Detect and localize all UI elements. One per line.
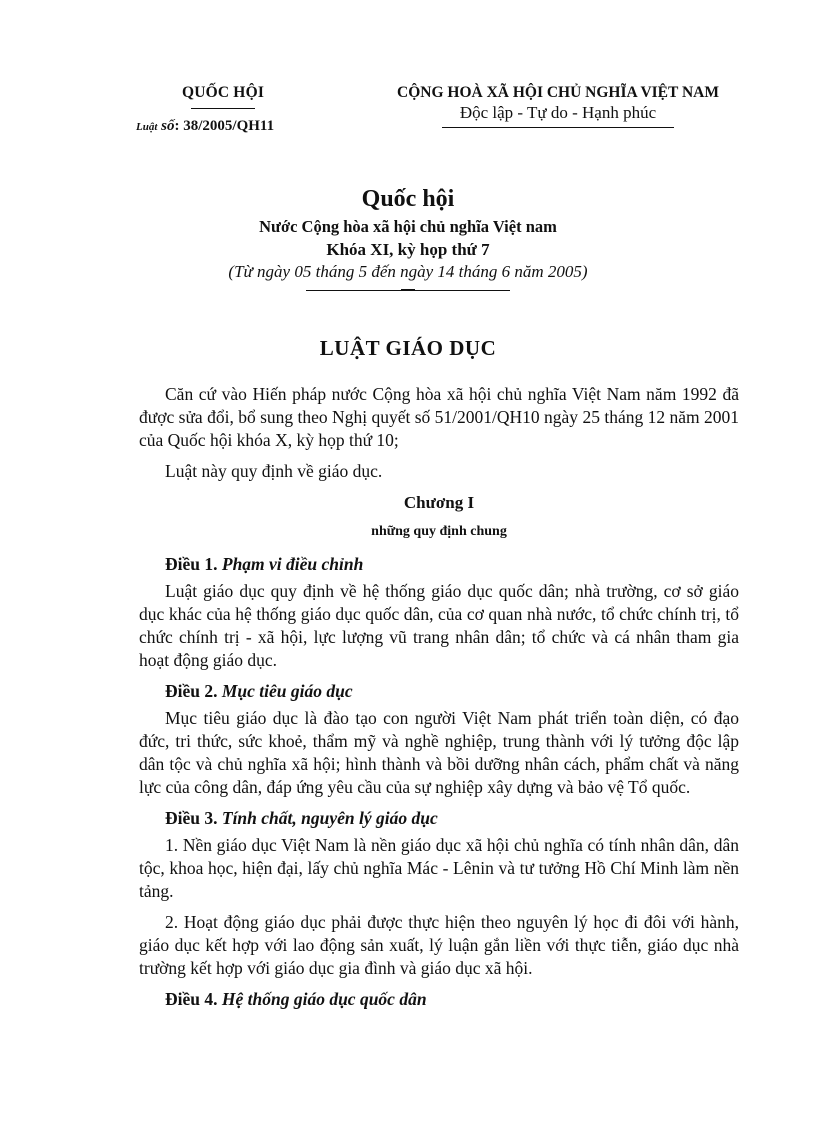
- session-dates: (Từ ngày 05 tháng 5 đến ngày 14 tháng 6 năm 2005): [228, 262, 588, 281]
- article-title: Hệ thống giáo dục quốc dân: [221, 989, 427, 1009]
- article-paragraph: Mục tiêu giáo dục là đào tạo con người Việt Nam phát triển toàn diện, có đạo đức, tri thức, sức khoẻ, thẩm mỹ và nghề nghiệp, trung thành với lý tưởng độc lập dân tộc và chủ nghĩa xã hội; hình thành và bồi dưỡng nhân cách, phẩm chất và năng lực của công dân, đáp ứng yêu cầu của sự nghiệp xây dựng và bảo vệ Tổ quốc.: [139, 708, 739, 797]
- article-title: Phạm vi điều chỉnh: [221, 554, 364, 574]
- article-heading: [165, 553, 739, 576]
- title-divider: [306, 288, 510, 294]
- republic-block: [368, 84, 748, 128]
- republic-name: CỘNG HOÀ XÃ HỘI CHỦ NGHĨA VIỆT NAM: [397, 84, 719, 101]
- preamble-paragraph: Luật này quy định về giáo dục.: [165, 461, 383, 481]
- article-label: Điều 4.: [165, 989, 218, 1009]
- preamble-paragraph: Căn cứ vào Hiến pháp nước Cộng hòa xã hội chủ nghĩa Việt Nam năm 1992 đã được sửa đổi, bổ sung theo Nghị quyết số 51/2001/QH10 ngày 25 tháng 12 năm 2001 của Quốc hội khóa X, kỳ họp thứ 10;: [139, 384, 739, 450]
- country-name: Nước Cộng hòa xã hội chủ nghĩa Việt nam: [259, 217, 557, 236]
- article-paragraph: 2. Hoạt động giáo dục phải được thực hiện theo nguyên lý học đi đôi với hành, giáo dục kết hợp với lao động sản xuất, lý luận gắn liền với thực tiễn, giáo dục nhà trường kết hợp với giáo dục gia đình và giáo dục xã hội.: [139, 912, 739, 978]
- document-body: [139, 383, 739, 1015]
- national-motto: Độc lập - Tự do - Hạnh phúc: [459, 103, 657, 122]
- session-info: Khóa XI, kỳ họp thứ 7: [326, 240, 490, 259]
- chapter-title: những quy định chung: [371, 524, 507, 539]
- assembly-title: Quốc hội: [361, 186, 455, 212]
- article-paragraph: 1. Nền giáo dục Việt Nam là nền giáo dục xã hội chủ nghĩa có tính nhân dân, dân tộc, khoa học, hiện đại, lấy chủ nghĩa Mác - Lênin và tư tưởng Hồ Chí Minh làm nền tảng.: [139, 835, 739, 901]
- article-label: Điều 1.: [165, 554, 218, 574]
- article-title: Mục tiêu giáo dục: [221, 681, 353, 701]
- law-number-value: : 38/2005/QH11: [174, 118, 275, 134]
- article-paragraph: Luật giáo dục quy định về hệ thống giáo dục quốc dân; nhà trường, cơ sở giáo dục khác của hệ thống giáo dục quốc dân, của cơ quan nhà nước, tổ chức chính trị, tổ chức chính trị - xã hội, lực lượng vũ trang nhân dân; tổ chức và cá nhân tham gia hoạt động giáo dục.: [139, 581, 739, 670]
- chapter-label: Chương I: [403, 493, 475, 512]
- article-label: Điều 3.: [165, 808, 218, 828]
- article-heading: [165, 680, 739, 703]
- law-title: LUẬT GIÁO DỤC: [319, 336, 497, 360]
- issuer-block: [128, 84, 318, 134]
- article-label: Điều 2.: [165, 681, 218, 701]
- title-block: [0, 186, 816, 294]
- law-number-label: số: [161, 118, 175, 134]
- law-number: [136, 118, 274, 135]
- issuer-name: QUỐC HỘI: [181, 84, 265, 101]
- law-number-label-small: Luật: [136, 121, 158, 133]
- issuer-underline: [191, 108, 255, 109]
- article-heading: [165, 807, 739, 830]
- article-heading: [165, 988, 739, 1011]
- motto-underline: [442, 127, 674, 128]
- article-title: Tính chất, nguyên lý giáo dục: [221, 808, 438, 828]
